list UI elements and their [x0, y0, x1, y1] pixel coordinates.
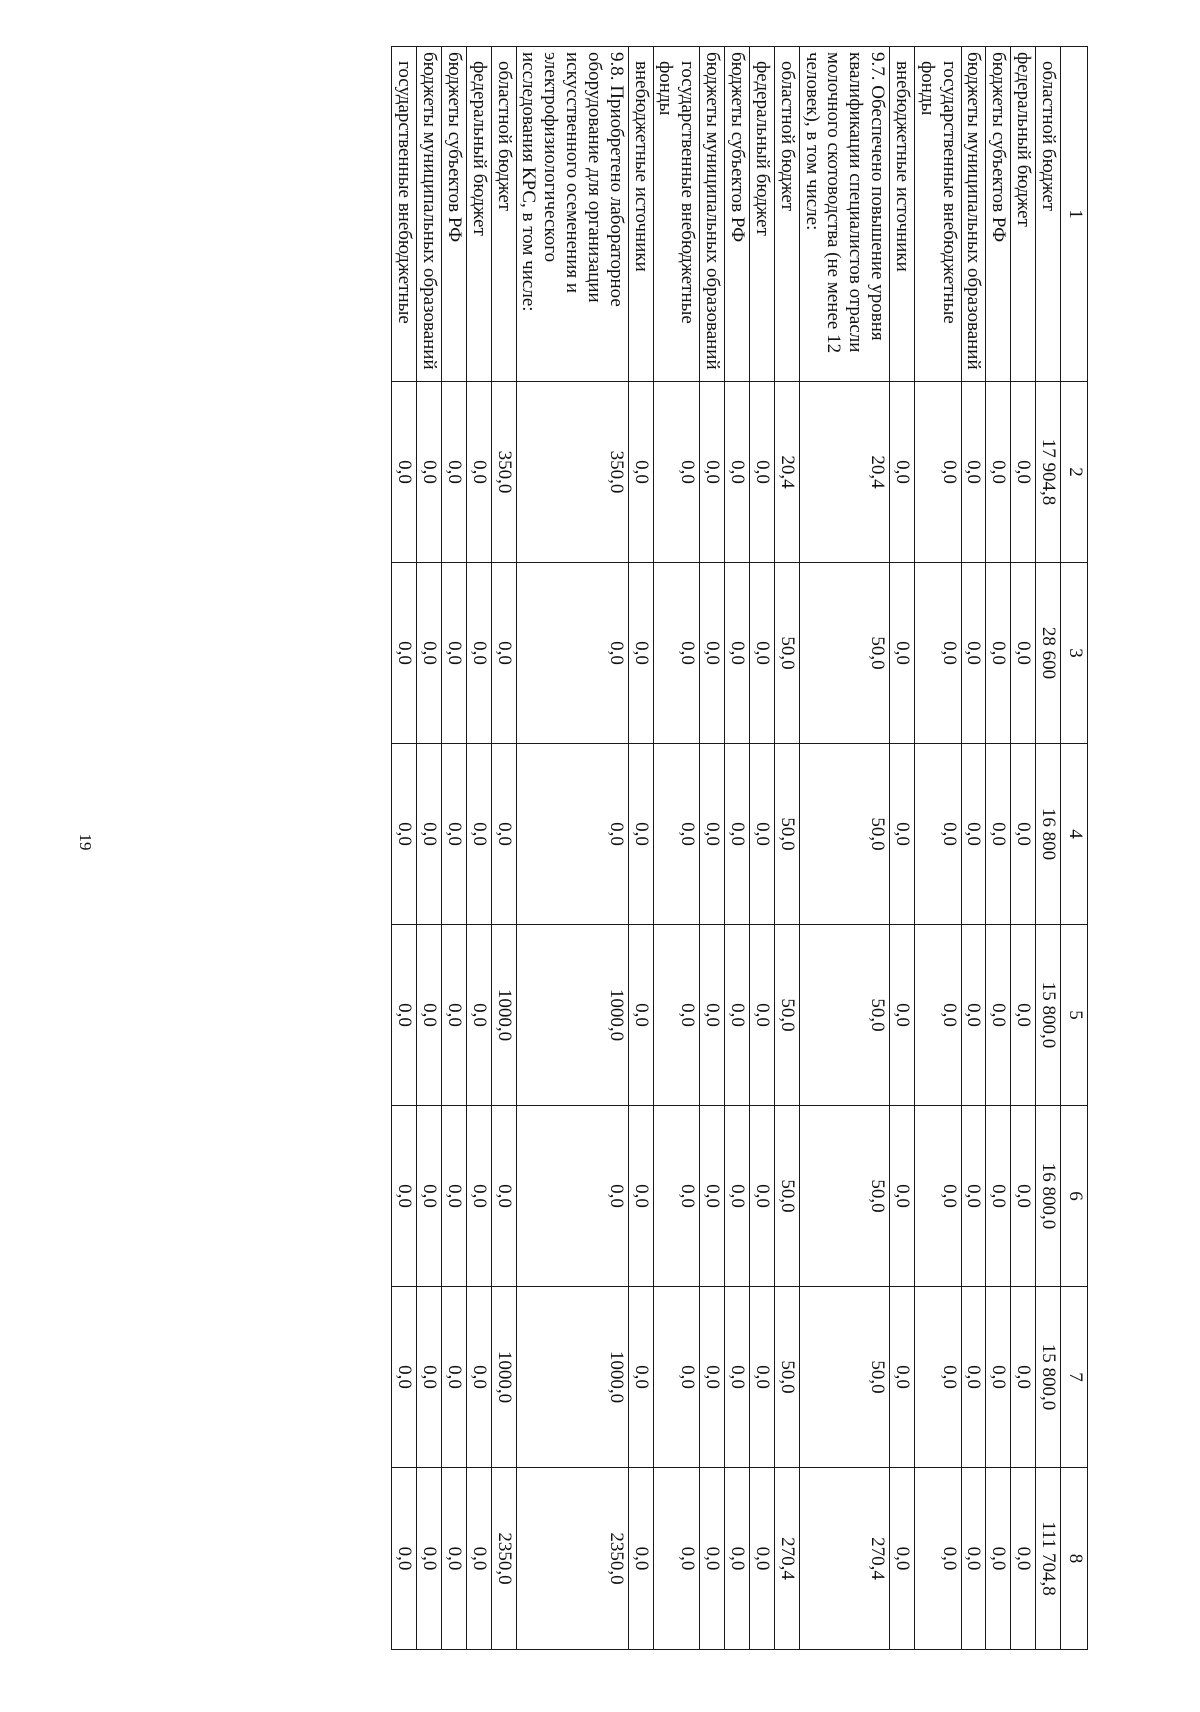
value-cell: 0,0 — [725, 1287, 750, 1468]
table-row — [986, 47, 1011, 1650]
value-cell: 0,0 — [417, 1106, 442, 1287]
value-cell: 0,0 — [750, 1106, 775, 1287]
row-label: государственные внебюджетные — [392, 47, 417, 382]
row-label: областной бюджет — [774, 47, 799, 382]
value-cell: 0,0 — [516, 563, 628, 744]
row-label: государственные внебюджетные фонды — [914, 47, 961, 382]
row-label: областной бюджет — [1036, 47, 1061, 382]
value-cell: 50,0 — [799, 563, 889, 744]
value-cell: 0,0 — [890, 563, 915, 744]
value-cell: 20,4 — [799, 382, 889, 563]
value-cell: 0,0 — [700, 925, 725, 1106]
table-row — [914, 47, 961, 1650]
value-cell: 0,0 — [653, 1468, 700, 1650]
value-cell: 0,0 — [491, 744, 516, 925]
value-cell: 0,0 — [417, 1468, 442, 1650]
value-cell: 0,0 — [653, 382, 700, 563]
value-cell: 0,0 — [914, 382, 961, 563]
budget-table — [391, 46, 1088, 1650]
value-cell: 50,0 — [774, 744, 799, 925]
value-cell: 50,0 — [774, 925, 799, 1106]
value-cell: 0,0 — [628, 1468, 653, 1650]
value-cell: 0,0 — [700, 1287, 725, 1468]
value-cell: 0,0 — [890, 1287, 915, 1468]
value-cell: 2350,0 — [516, 1468, 628, 1650]
table-row — [417, 47, 442, 1650]
value-cell: 0,0 — [442, 1106, 467, 1287]
row-label: бюджеты субъектов РФ — [442, 47, 467, 382]
value-cell: 0,0 — [392, 925, 417, 1106]
value-cell: 50,0 — [774, 563, 799, 744]
value-cell: 0,0 — [961, 925, 986, 1106]
value-cell: 0,0 — [700, 1106, 725, 1287]
value-cell: 0,0 — [442, 1287, 467, 1468]
column-header: 2 — [1061, 382, 1088, 563]
table-row — [774, 47, 799, 1650]
column-header: 5 — [1061, 925, 1088, 1106]
value-cell: 0,0 — [750, 744, 775, 925]
value-cell: 1000,0 — [516, 925, 628, 1106]
value-cell: 0,0 — [914, 1287, 961, 1468]
value-cell: 0,0 — [961, 1287, 986, 1468]
value-cell: 15 800,0 — [1036, 1287, 1061, 1468]
value-cell: 1000,0 — [491, 1287, 516, 1468]
value-cell: 0,0 — [700, 1468, 725, 1650]
value-cell: 0,0 — [1011, 1468, 1036, 1650]
value-cell: 0,0 — [442, 563, 467, 744]
row-label: государственные внебюджетные фонды — [653, 47, 700, 382]
page-number: 19 — [76, 833, 95, 851]
value-cell: 0,0 — [725, 1468, 750, 1650]
value-cell: 1000,0 — [516, 1287, 628, 1468]
value-cell: 0,0 — [961, 382, 986, 563]
value-cell: 0,0 — [986, 1468, 1011, 1650]
value-cell: 16 800,0 — [1036, 1106, 1061, 1287]
value-cell: 15 800,0 — [1036, 925, 1061, 1106]
value-cell: 111 704,8 — [1036, 1468, 1061, 1650]
row-label: 9.7. Обеспечено повышение уровня квалификации специалистов отрасли молочного скотоводства (не менее 12 человек), в том числе: — [799, 47, 889, 382]
value-cell: 0,0 — [417, 563, 442, 744]
table-row — [442, 47, 467, 1650]
value-cell: 0,0 — [750, 382, 775, 563]
value-cell: 0,0 — [466, 925, 491, 1106]
value-cell: 0,0 — [466, 1106, 491, 1287]
value-cell: 0,0 — [466, 563, 491, 744]
value-cell: 0,0 — [417, 1287, 442, 1468]
value-cell: 28 600 — [1036, 563, 1061, 744]
value-cell: 0,0 — [725, 563, 750, 744]
value-cell: 0,0 — [1011, 1287, 1036, 1468]
value-cell: 0,0 — [628, 1287, 653, 1468]
value-cell: 0,0 — [628, 563, 653, 744]
value-cell: 0,0 — [890, 1106, 915, 1287]
value-cell: 0,0 — [986, 925, 1011, 1106]
value-cell: 350,0 — [491, 382, 516, 563]
header-row — [1061, 47, 1088, 1650]
value-cell: 0,0 — [986, 382, 1011, 563]
value-cell: 0,0 — [628, 925, 653, 1106]
row-label: 9.8. Приобретено лабораторное оборудование для организации искусственного осеменения и электрофизиологического исследования КРС, в том числе: — [516, 47, 628, 382]
value-cell: 2350,0 — [491, 1468, 516, 1650]
row-label: бюджеты субъектов РФ — [725, 47, 750, 382]
value-cell: 0,0 — [961, 1106, 986, 1287]
value-cell: 0,0 — [914, 1106, 961, 1287]
value-cell: 50,0 — [799, 744, 889, 925]
value-cell: 0,0 — [442, 382, 467, 563]
value-cell: 0,0 — [890, 925, 915, 1106]
value-cell: 0,0 — [466, 382, 491, 563]
table-row — [466, 47, 491, 1650]
value-cell: 1000,0 — [491, 925, 516, 1106]
column-header: 4 — [1061, 744, 1088, 925]
column-header: 8 — [1061, 1468, 1088, 1650]
value-cell: 0,0 — [466, 1287, 491, 1468]
value-cell: 0,0 — [725, 744, 750, 925]
value-cell: 0,0 — [961, 1468, 986, 1650]
row-label: бюджеты субъектов РФ — [986, 47, 1011, 382]
value-cell: 0,0 — [392, 1468, 417, 1650]
row-label: федеральный бюджет — [1011, 47, 1036, 382]
value-cell: 16 800 — [1036, 744, 1061, 925]
value-cell: 0,0 — [491, 563, 516, 744]
value-cell: 0,0 — [466, 1468, 491, 1650]
value-cell: 0,0 — [491, 1106, 516, 1287]
value-cell: 0,0 — [516, 1106, 628, 1287]
value-cell: 0,0 — [417, 382, 442, 563]
value-cell: 50,0 — [799, 1287, 889, 1468]
value-cell: 0,0 — [417, 744, 442, 925]
row-label: федеральный бюджет — [466, 47, 491, 382]
value-cell: 0,0 — [890, 382, 915, 563]
value-cell: 0,0 — [1011, 925, 1036, 1106]
value-cell: 0,0 — [750, 925, 775, 1106]
value-cell: 0,0 — [442, 925, 467, 1106]
value-cell: 50,0 — [799, 1106, 889, 1287]
value-cell: 0,0 — [392, 1106, 417, 1287]
value-cell: 0,0 — [466, 744, 491, 925]
value-cell: 20,4 — [774, 382, 799, 563]
value-cell: 0,0 — [700, 563, 725, 744]
row-label: внебюджетные источники — [890, 47, 915, 382]
table-row — [516, 47, 628, 1650]
table-row — [653, 47, 700, 1650]
value-cell: 0,0 — [725, 925, 750, 1106]
value-cell: 0,0 — [442, 1468, 467, 1650]
value-cell: 0,0 — [890, 1468, 915, 1650]
value-cell: 50,0 — [774, 1287, 799, 1468]
value-cell: 0,0 — [914, 1468, 961, 1650]
value-cell: 0,0 — [653, 1106, 700, 1287]
column-header: 3 — [1061, 563, 1088, 744]
table-row — [799, 47, 889, 1650]
value-cell: 350,0 — [516, 382, 628, 563]
value-cell: 0,0 — [914, 925, 961, 1106]
value-cell: 50,0 — [774, 1106, 799, 1287]
value-cell: 0,0 — [417, 925, 442, 1106]
row-label: бюджеты муниципальных образований — [961, 47, 986, 382]
value-cell: 0,0 — [914, 744, 961, 925]
value-cell: 0,0 — [653, 744, 700, 925]
value-cell: 0,0 — [986, 1106, 1011, 1287]
value-cell: 0,0 — [725, 382, 750, 563]
table-row — [961, 47, 986, 1650]
value-cell: 0,0 — [750, 1287, 775, 1468]
value-cell: 0,0 — [700, 744, 725, 925]
value-cell: 0,0 — [653, 925, 700, 1106]
value-cell: 0,0 — [392, 1287, 417, 1468]
value-cell: 0,0 — [653, 563, 700, 744]
value-cell: 0,0 — [890, 744, 915, 925]
value-cell: 0,0 — [442, 744, 467, 925]
table-row — [392, 47, 417, 1650]
row-label: бюджеты муниципальных образований — [417, 47, 442, 382]
value-cell: 0,0 — [961, 744, 986, 925]
value-cell: 0,0 — [1011, 1106, 1036, 1287]
value-cell: 0,0 — [750, 1468, 775, 1650]
table-row — [1011, 47, 1036, 1650]
value-cell: 270,4 — [774, 1468, 799, 1650]
column-header: 7 — [1061, 1287, 1088, 1468]
value-cell: 0,0 — [750, 563, 775, 744]
value-cell: 17 904,8 — [1036, 382, 1061, 563]
row-label: внебюджетные источники — [628, 47, 653, 382]
table-row — [491, 47, 516, 1650]
value-cell: 0,0 — [392, 382, 417, 563]
value-cell: 0,0 — [961, 563, 986, 744]
row-label: федеральный бюджет — [750, 47, 775, 382]
table-body — [392, 47, 1061, 1650]
value-cell: 0,0 — [700, 382, 725, 563]
budget-table-container — [170, 46, 1088, 1649]
column-header: 1 — [1061, 47, 1088, 382]
value-cell: 0,0 — [392, 563, 417, 744]
value-cell: 0,0 — [653, 1287, 700, 1468]
value-cell: 0,0 — [628, 1106, 653, 1287]
table-row — [725, 47, 750, 1650]
value-cell: 0,0 — [1011, 382, 1036, 563]
column-header: 6 — [1061, 1106, 1088, 1287]
table-row — [628, 47, 653, 1650]
table-row — [750, 47, 775, 1650]
table-row — [1036, 47, 1061, 1650]
value-cell: 0,0 — [628, 382, 653, 563]
value-cell: 0,0 — [914, 563, 961, 744]
value-cell: 0,0 — [628, 744, 653, 925]
value-cell: 0,0 — [1011, 744, 1036, 925]
value-cell: 270,4 — [799, 1468, 889, 1650]
value-cell: 0,0 — [392, 744, 417, 925]
value-cell: 0,0 — [725, 1106, 750, 1287]
value-cell: 0,0 — [986, 744, 1011, 925]
value-cell: 50,0 — [799, 925, 889, 1106]
value-cell: 0,0 — [516, 744, 628, 925]
table-row — [890, 47, 915, 1650]
row-label: бюджеты муниципальных образований — [700, 47, 725, 382]
row-label: областной бюджет — [491, 47, 516, 382]
value-cell: 0,0 — [986, 563, 1011, 744]
value-cell: 0,0 — [1011, 563, 1036, 744]
value-cell: 0,0 — [986, 1287, 1011, 1468]
table-row — [700, 47, 725, 1650]
